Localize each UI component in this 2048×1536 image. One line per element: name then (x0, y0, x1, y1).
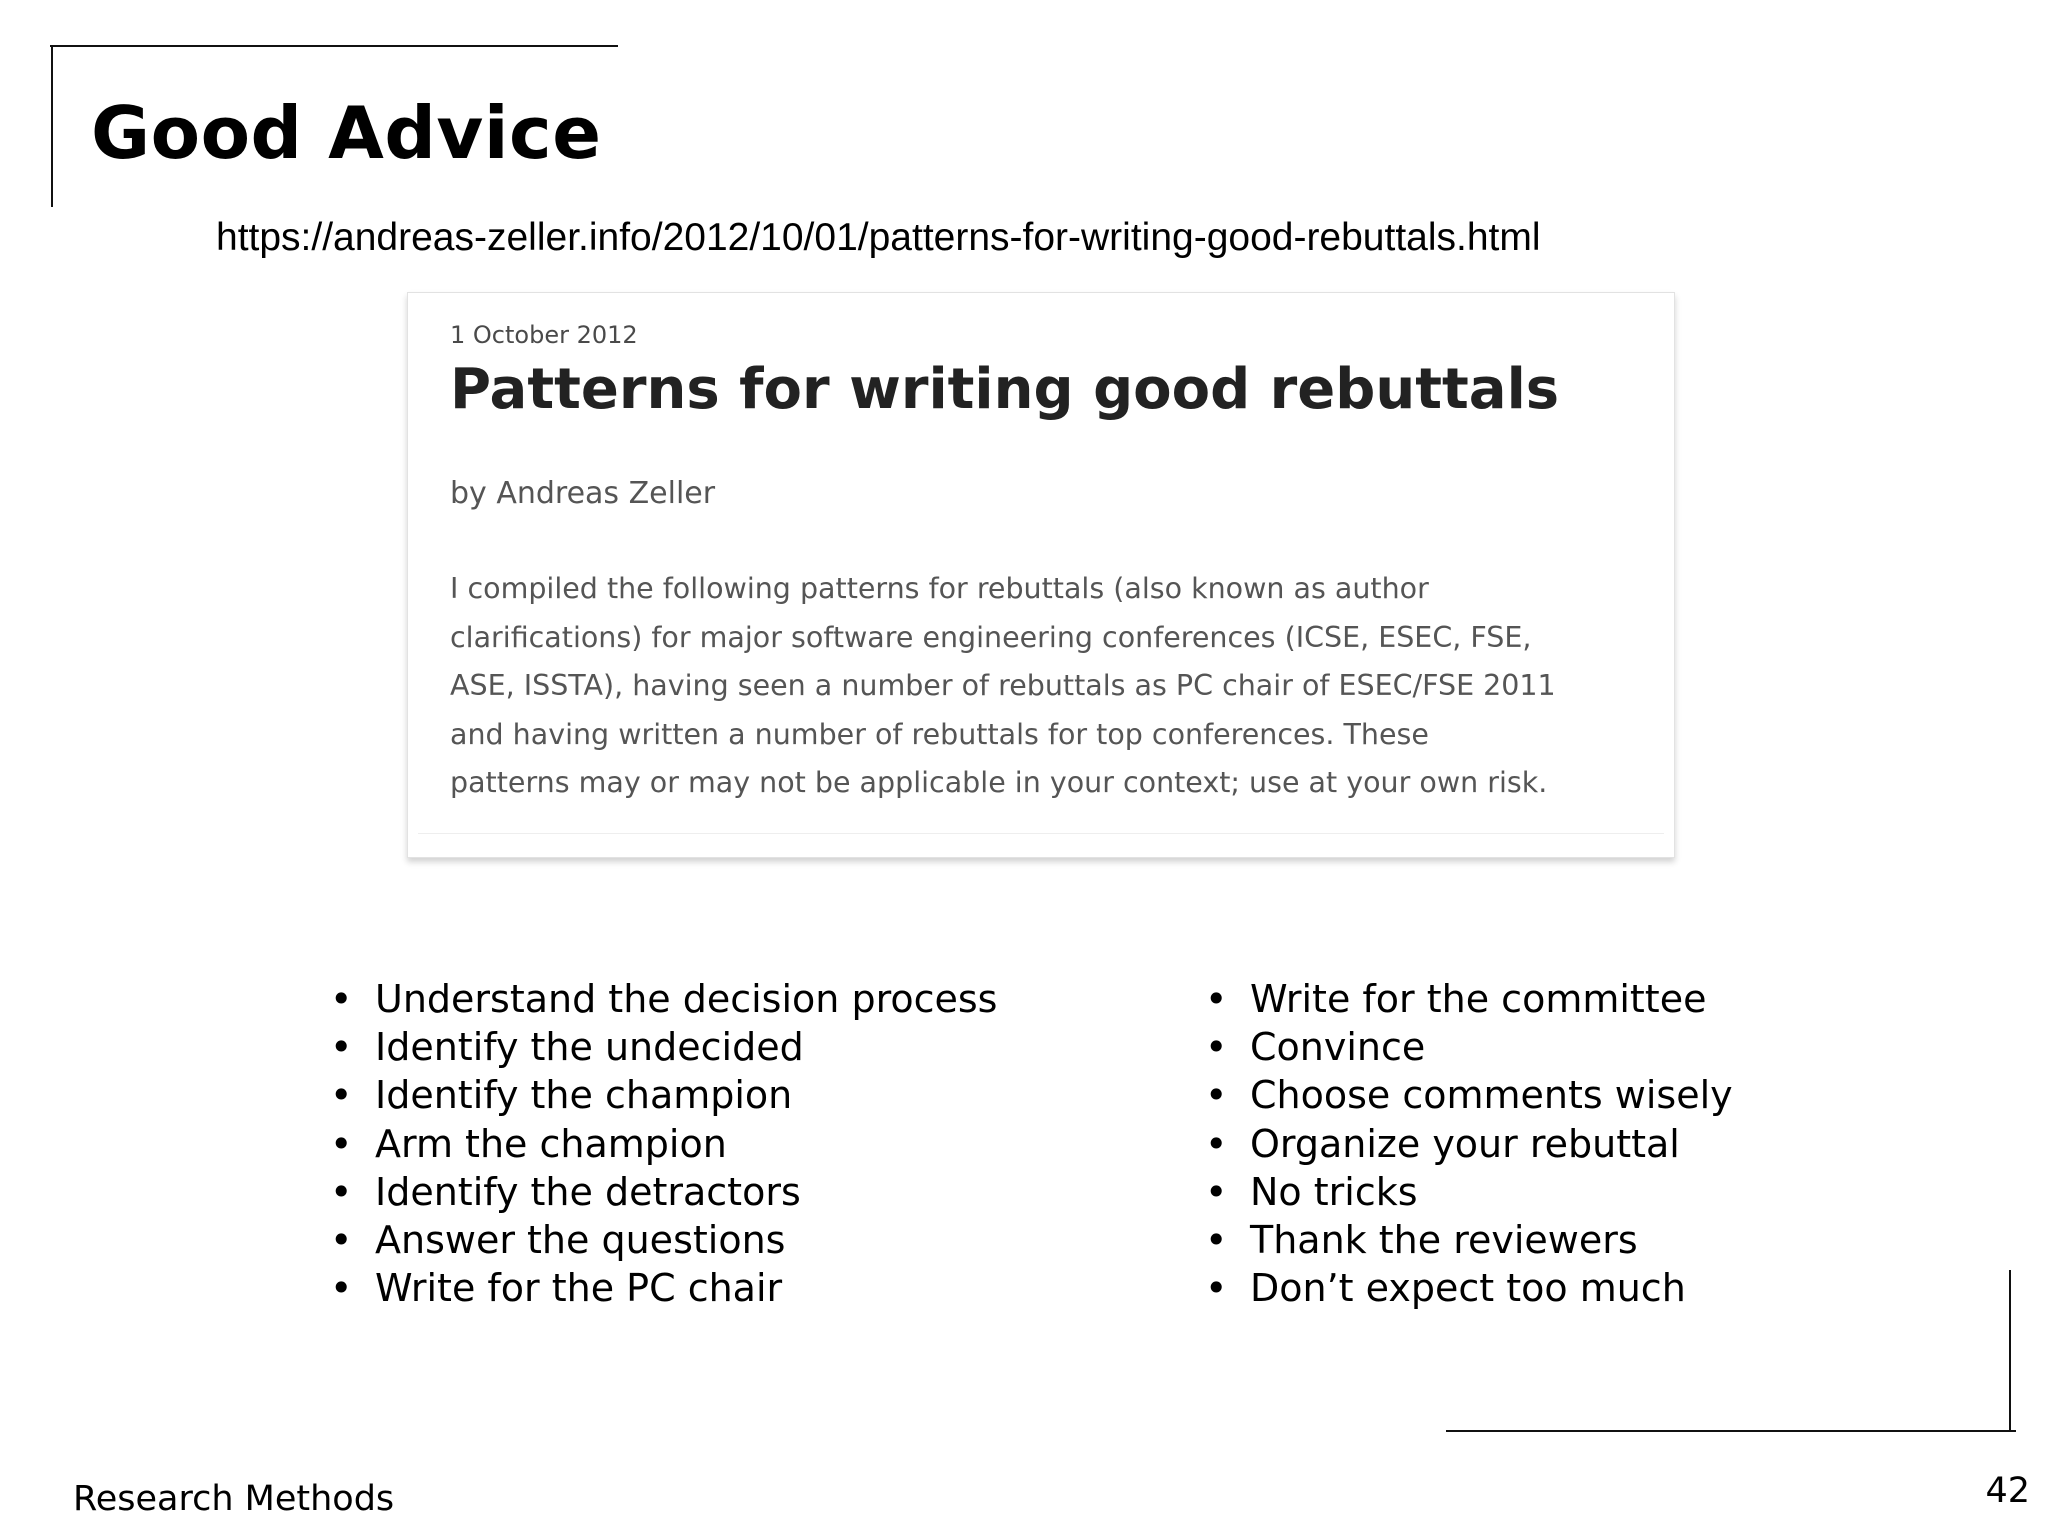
bullet-icon: • (1205, 1121, 1228, 1166)
article-intro-line: patterns may or may not be applicable in your context; use at your own risk. (450, 766, 1548, 799)
bullet-icon: • (330, 1218, 353, 1263)
article-screenshot (407, 292, 1675, 858)
article-intro-line: ASE, ISSTA), having seen a number of rebuttals as PC chair of ESEC/FSE 2011 (450, 669, 1556, 702)
bullet-icon: • (1205, 1073, 1228, 1118)
list-item: • Identify the detractors (330, 1168, 997, 1216)
article-intro-line: clarifications) for major software engineering conferences (ICSE, ESEC, FSE, (450, 620, 1532, 654)
bullet-icon: • (1205, 1218, 1228, 1263)
list-item: • Write for the PC chair (330, 1264, 997, 1312)
article-title: Patterns for writing good rebuttals (450, 357, 1560, 422)
frame-corner-top-left-vertical (51, 45, 53, 207)
list-item: • No tricks (1205, 1168, 1733, 1216)
article-intro-line: I compiled the following patterns for rebuttals (also known as author (450, 572, 1429, 605)
article-divider (418, 833, 1664, 834)
page-number: 42 (1985, 1471, 2030, 1511)
bullet-icon: • (330, 1073, 353, 1118)
article-url-link[interactable]: https://andreas-zeller.info/2012/10/01/patterns-for-writing-good-rebuttals.html (216, 216, 1541, 259)
bullet-icon: • (330, 977, 353, 1021)
list-item: • Understand the decision process (330, 975, 997, 1023)
list-item: • Choose comments wisely (1205, 1071, 1733, 1119)
advice-list-right (1205, 975, 1733, 1312)
bullet-icon: • (330, 1266, 353, 1311)
frame-corner-top-left-horizontal (50, 45, 618, 47)
footer-course-name: Research Methods (73, 1479, 395, 1519)
list-item: • Identify the undecided (330, 1023, 997, 1071)
article-intro (450, 565, 1640, 808)
article-date: 1 October 2012 (450, 321, 638, 349)
frame-corner-bottom-right-horizontal (1446, 1430, 2016, 1432)
bullet-icon: • (1205, 1025, 1228, 1070)
list-item: • Write for the committee (1205, 975, 1733, 1023)
bullet-icon: • (330, 1121, 353, 1166)
list-item: • Convince (1205, 1023, 1733, 1071)
bullet-icon: • (1205, 1266, 1228, 1311)
bullet-icon: • (1205, 1169, 1228, 1214)
bullet-icon: • (1205, 977, 1228, 1021)
slide-title: Good Advice (91, 91, 602, 175)
list-item: • Thank the reviewers (1205, 1216, 1733, 1264)
list-item: • Arm the champion (330, 1120, 997, 1168)
article-intro-line: and having written a number of rebuttals for top conferences. These (450, 717, 1429, 751)
advice-list-left (330, 975, 997, 1312)
list-item: • Don’t expect too much (1205, 1264, 1733, 1312)
bullet-icon: • (330, 1169, 353, 1214)
article-author: by Andreas Zeller (450, 476, 716, 511)
list-item: • Identify the champion (330, 1071, 997, 1119)
list-item: • Answer the questions (330, 1216, 997, 1264)
list-item: • Organize your rebuttal (1205, 1120, 1733, 1168)
frame-corner-bottom-right-vertical (2009, 1270, 2011, 1432)
bullet-icon: • (330, 1025, 353, 1070)
